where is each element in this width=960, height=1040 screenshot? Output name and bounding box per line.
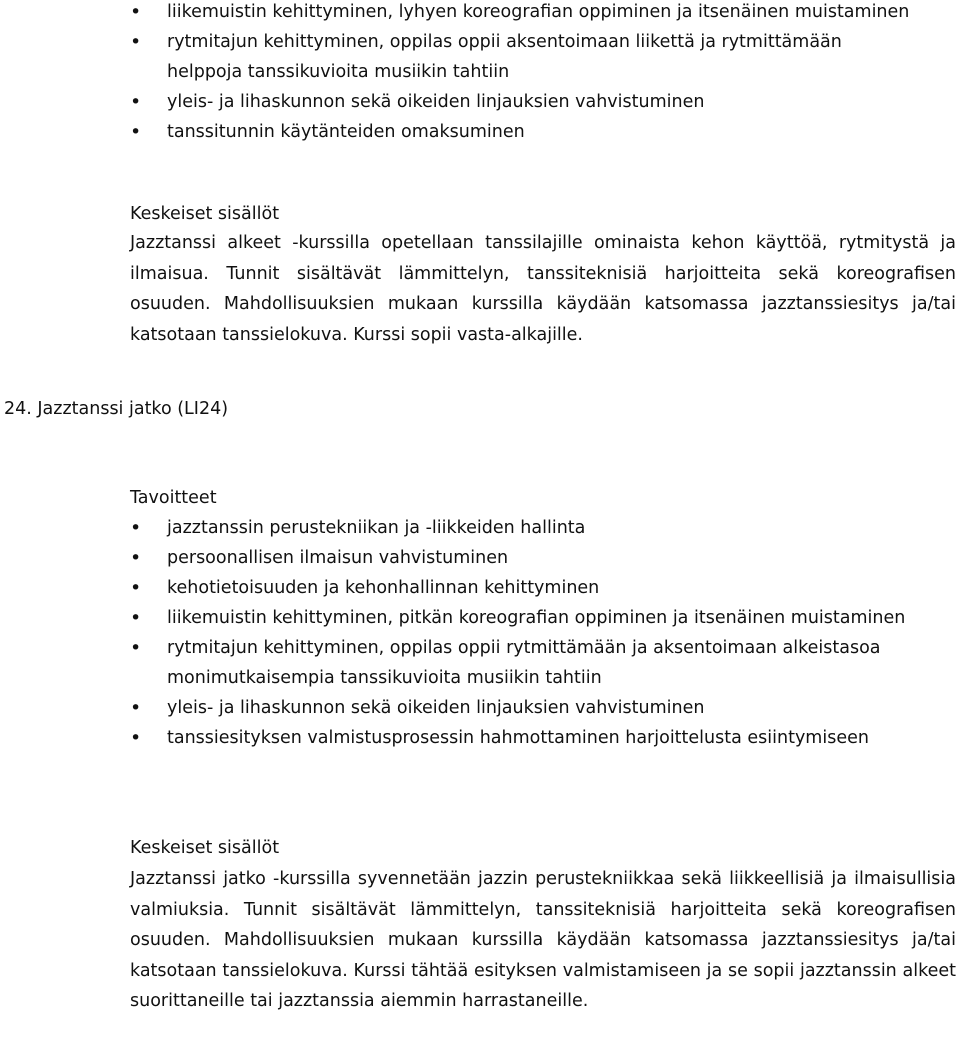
content-paragraph: Jazztanssi jatko -kurssilla syvennetään jazzin perustekniikkaa sekä liikkeellisiä ja ilmaisullisia valmiuksia. Tunnit sisältävät lämmittelyn, tanssiteknisiä harjoitteita sekä koreografisen osuuden. Mahdollisuuksien mukaan kurssilla käydään katsomassa jazztanssiesitys ja/tai katsotaan tanssielokuva. Kurssi tähtää esityksen valmistamiseen ja se sopii jazztanssin alkeet suorittaneille tai jazztanssia aiemmin harrastaneille. (130, 869, 956, 1011)
list-item: • persoonallisen ilmaisun vahvistuminen (130, 543, 920, 573)
goals-list-previous-course (130, 0, 920, 147)
list-item: • tanssitunnin käytänteiden omaksuminen (130, 117, 920, 147)
list-item: • yleis- ja lihaskunnon sekä oikeiden linjauksien vahvistuminen (130, 87, 920, 117)
goals-heading: Tavoitteet (130, 488, 217, 508)
list-item: • yleis- ja lihaskunnon sekä oikeiden linjauksien vahvistuminen (130, 693, 920, 723)
course-heading: 24. Jazztanssi jatko (LI24) (4, 399, 229, 419)
content-paragraph-previous-course: Jazztanssi alkeet -kurssilla opetellaan tanssilajille ominaista kehon käyttöä, rytmitystä ja ilmaisua. Tunnit sisältävät lämmittelyn, tanssiteknisiä harjoitteita sekä koreografisen osuuden. Mahdollisuuksien mukaan kurssilla käydään katsomassa jazztanssiesitys ja/tai katsotaan tanssielokuva. Kurssi sopii vasta-alkajille. (130, 233, 956, 345)
list-item: • kehotietoisuuden ja kehonhallinnan kehittyminen (130, 573, 920, 603)
list-item: • rytmitajun kehittyminen, oppilas oppii rytmittämään ja aksentoimaan alkeistasoa monimutkaisempia tanssikuvioita musiikin tahtiin (130, 633, 920, 693)
list-item: • liikemuistin kehittyminen, lyhyen koreografian oppiminen ja itsenäinen muistaminen (130, 0, 920, 27)
goals-list (130, 513, 920, 753)
content-heading-previous-course: Keskeiset sisällöt (130, 204, 280, 224)
list-item: • liikemuistin kehittyminen, pitkän koreografian oppiminen ja itsenäinen muistaminen (130, 603, 920, 633)
list-item: • tanssiesityksen valmistusprosessin hahmottaminen harjoittelusta esiintymiseen (130, 723, 920, 753)
list-item: • jazztanssin perustekniikan ja -liikkeiden hallinta (130, 513, 920, 543)
list-item: • rytmitajun kehittyminen, oppilas oppii aksentoimaan liikettä ja rytmittämään helppoja tanssikuvioita musiikin tahtiin (130, 27, 920, 87)
content-heading: Keskeiset sisällöt (130, 838, 280, 858)
